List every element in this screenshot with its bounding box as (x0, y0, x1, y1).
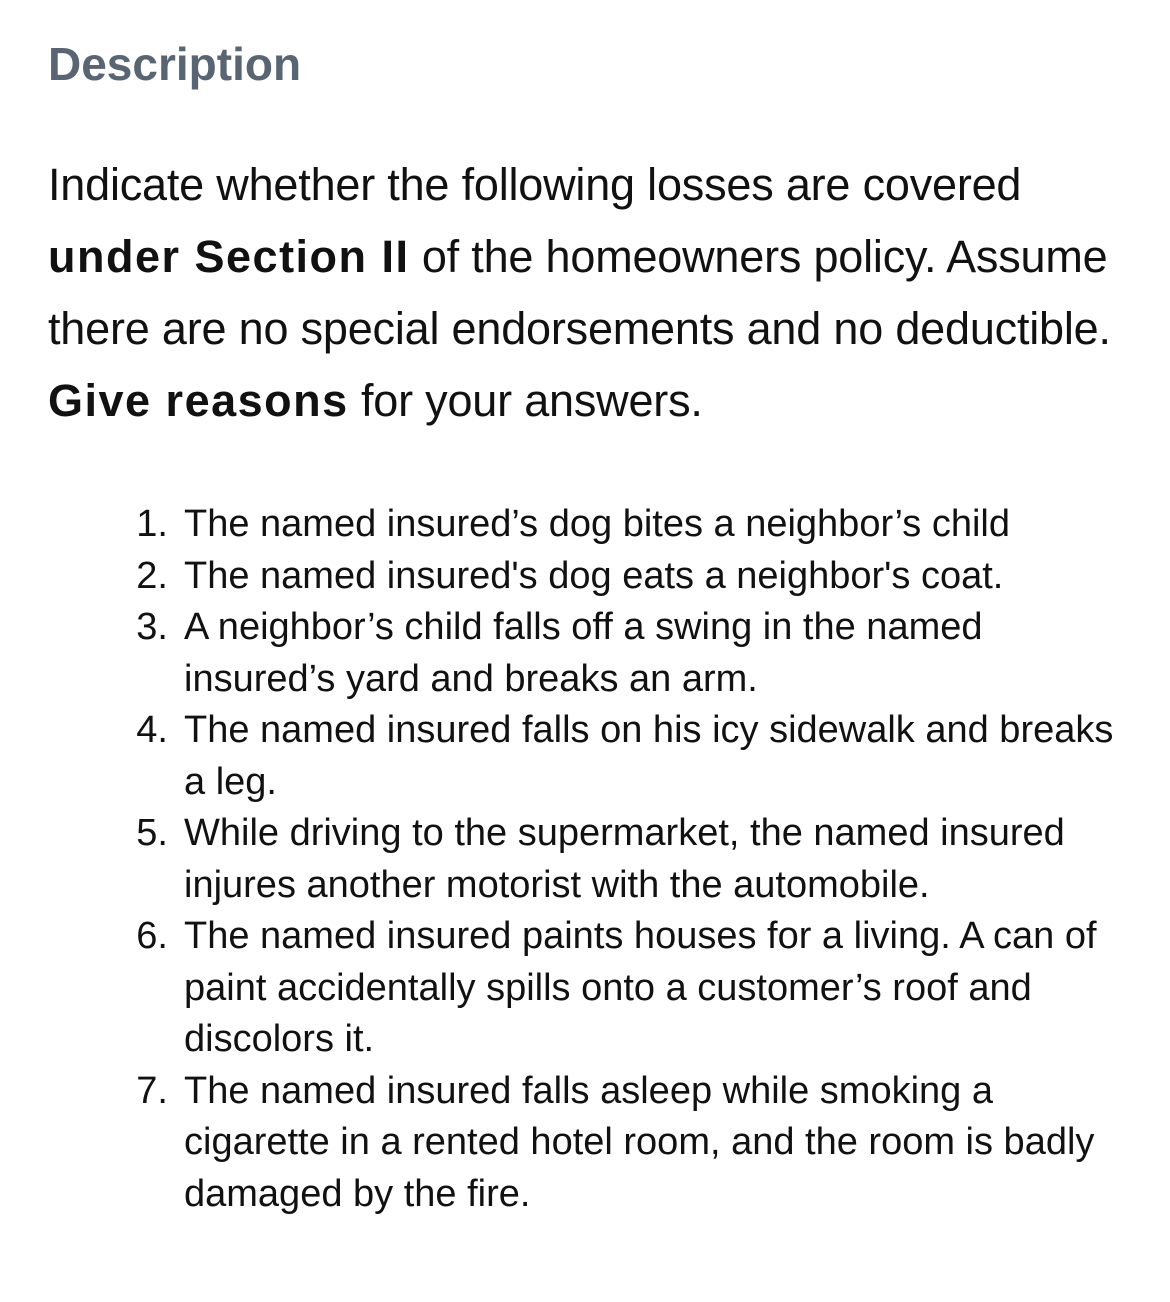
question-item (114, 808, 1122, 911)
question-text: While driving to the supermarket, the named insured injures another motorist with the automobile. (184, 812, 1065, 906)
question-text: The named insured’s dog bites a neighbor’s child (184, 503, 1010, 545)
question-text: The named insured's dog eats a neighbor's coat. (184, 554, 1004, 597)
question-list (48, 499, 1122, 1220)
question-text: The named insured falls asleep while smoking a cigarette in a rented hotel room, and the room is badly damaged by the fire. (184, 1069, 1095, 1215)
question-number: 2. (136, 554, 168, 597)
question-text: A neighbor’s child falls off a swing in the named insured’s yard and breaks an arm. (184, 606, 983, 700)
section-heading: Description (48, 38, 302, 90)
question-item (114, 551, 1122, 603)
instructions-text-3: for your answers. (348, 375, 703, 426)
question-number: 5. (136, 812, 168, 854)
instructions-emphasis-reasons: Give reasons (48, 375, 349, 426)
question-number: 4. (136, 709, 168, 751)
question-item (114, 705, 1122, 808)
question-number: 6. (136, 915, 168, 957)
question-number: 1. (136, 503, 168, 545)
question-item (114, 911, 1122, 1066)
instructions-paragraph (48, 149, 1122, 437)
question-item (114, 602, 1122, 705)
question-item (114, 499, 1122, 551)
instructions-emphasis-section: under Section II (48, 231, 410, 282)
question-text: The named insured falls on his icy sidewalk and breaks a leg. (184, 709, 1114, 803)
instructions-text-1: Indicate whether the following losses are covered (48, 159, 1022, 210)
question-text: The named insured paints houses for a living. A can of paint accidentally spills onto a customer’s roof and discolors it. (184, 915, 1097, 1060)
instructions-text-2: of the homeowners policy. Assume there are no special endorsements and no deductible. (48, 231, 1111, 354)
question-number: 3. (136, 606, 168, 648)
question-item (114, 1066, 1122, 1221)
question-number: 7. (136, 1069, 168, 1112)
